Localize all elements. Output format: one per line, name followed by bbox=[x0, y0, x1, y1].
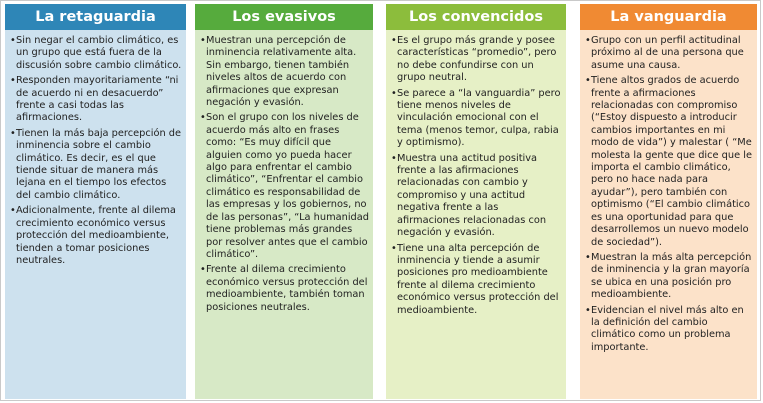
list-item: • Muestra una actitud positiva frente a las afirmaciones relacionadas con cambio y compromiso y una actitud negativa frente a las afirmaciones relacionadas con negación y evasión. bbox=[391, 153, 562, 240]
list-item: • Sin negar el cambio climático, es un grupo que está fuera de la discusión sobre cambio climático. bbox=[10, 35, 182, 72]
bullet-list bbox=[585, 35, 753, 354]
list-item: • Tiene una alta percepción de inminencia y tiende a asumir posiciones pro medioambiente frente al dilema crecimiento económico versus protección del medioambiente. bbox=[391, 243, 562, 317]
list-item: • Responden mayoritariamente “ni de acuerdo ni en desacuerdo” frente a casi todas las afirmaciones. bbox=[10, 75, 182, 125]
column-header-vanguardia: La vanguardia bbox=[580, 4, 757, 30]
list-item: • Adicionalmente, frente al dilema crecimiento económico versus protección del medioambiente, tienden a tomar posiciones neutrales. bbox=[10, 205, 182, 267]
bullet-list bbox=[391, 35, 562, 317]
column-body-convencidos bbox=[386, 30, 566, 399]
list-item: • Frente al dilema crecimiento económico versus protección del medioambiente, también toman posiciones neutrales. bbox=[200, 264, 369, 314]
column-header-retaguardia: La retaguardia bbox=[5, 4, 186, 30]
list-item: • Grupo con un perfil actitudinal próximo al de una persona que asume una causa. bbox=[585, 35, 753, 72]
list-item: • Son el grupo con los niveles de acuerdo más alto en frases como: “Es muy difícil que alguien como yo pueda hacer algo para enfrentar el cambio climático”, “Enfrentar el cambio climático es responsabilidad de las empresas y los gobiernos, no de las personas”, “La humanidad tiene problemas más grandes por resolver antes que el cambio climático”. bbox=[200, 112, 369, 261]
list-item: • Muestran una percepción de inminencia relativamente alta. Sin embargo, tienen también niveles altos de acuerdo con afirmaciones que expresan negación y evasión. bbox=[200, 35, 369, 109]
column-header-evasivos: Los evasivos bbox=[195, 4, 373, 30]
column-header-convencidos: Los convencidos bbox=[386, 4, 566, 30]
list-item: • Tienen la más baja percepción de inminencia sobre el cambio climático. Es decir, es el que tiende situar de manera más lejana en el tiempo los efectos del cambio climático. bbox=[10, 128, 182, 202]
column-vanguardia bbox=[580, 4, 757, 399]
list-item: • Muestran la más alta percepción de inminencia y la gran mayoría se ubica en una posición pro medioambiente. bbox=[585, 252, 753, 302]
list-item: • Tiene altos grados de acuerdo frente a afirmaciones relacionadas con compromiso (“Estoy dispuesto a introducir cambios importantes en mi modo de vida”) y malestar ( “Me molesta la gente que dice que le importa el cambio climático, pero no hace nada para ayudar”), pero también con optimismo (“El cambio climático es una oportunidad para que desarrollemos un nuevo modelo de sociedad”). bbox=[585, 75, 753, 249]
column-body-retaguardia bbox=[5, 30, 186, 399]
bullet-list bbox=[200, 35, 369, 314]
list-item: • Se parece a “la vanguardia” pero tiene menos niveles de vinculación emocional con el tema (menos temor, culpa, rabia y optimismo). bbox=[391, 88, 562, 150]
list-item: • Es el grupo más grande y posee características “promedio”, pero no debe confundirse con un grupo neutral. bbox=[391, 35, 562, 85]
bullet-list bbox=[10, 35, 182, 267]
list-item: • Evidencian el nivel más alto en la definición del cambio climático como un problema importante. bbox=[585, 305, 753, 355]
column-retaguardia bbox=[5, 4, 186, 399]
column-evasivos bbox=[195, 4, 373, 399]
column-convencidos bbox=[386, 4, 566, 399]
column-body-vanguardia bbox=[580, 30, 757, 399]
column-body-evasivos bbox=[195, 30, 373, 399]
